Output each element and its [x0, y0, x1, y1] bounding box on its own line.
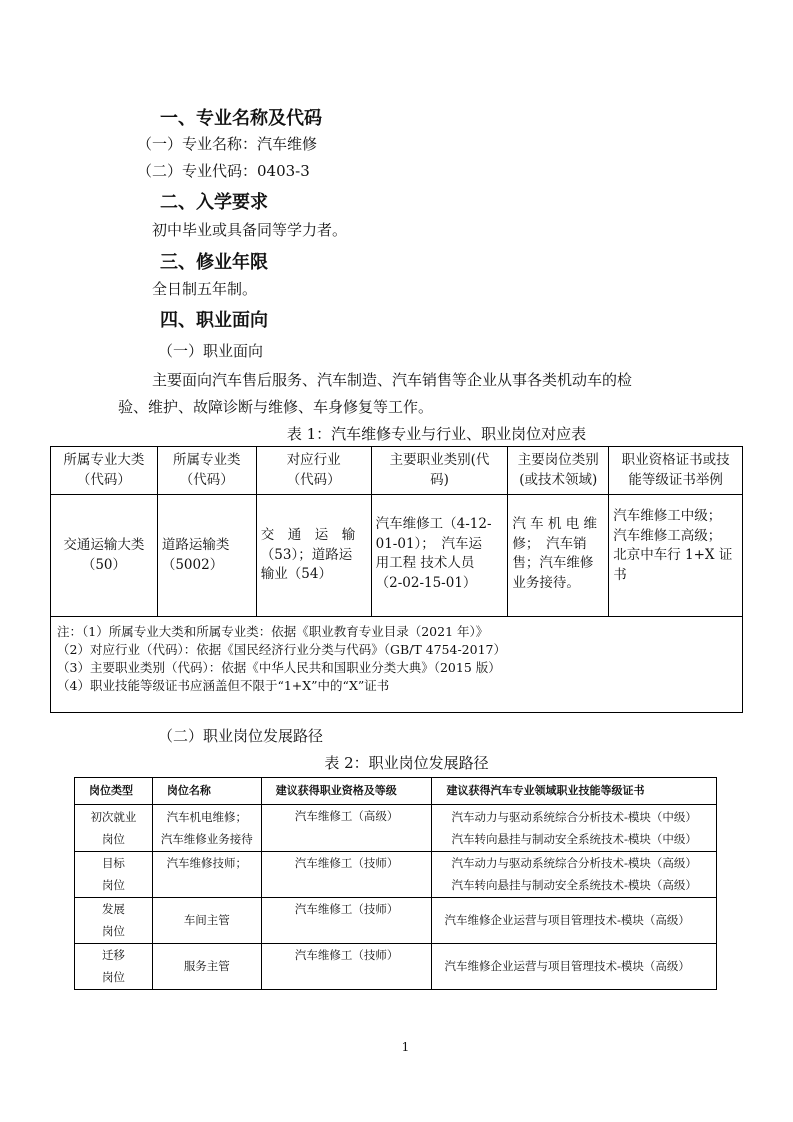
career-subheading: （一）职业面向: [158, 342, 264, 360]
cell-occupation-type: 汽车维修工（4-12- 01-01）； 汽车运 用工程 技术人员 （2-02-15-01）: [371, 495, 508, 617]
header-major-class: 所属专业类 （代码）: [157, 447, 256, 495]
cell-skill-certificate: 汽车维修企业运营与项目管理技术-模块（高级）: [432, 943, 717, 989]
cell-skill-certificate: 汽车动力与驱动系统综合分析技术-模块（中级） 汽车转向悬挂与制动安全系统技术-模块（中级）: [432, 805, 717, 852]
cell-industry: 交 通 运 输 （53）；道路运 输业（54）: [256, 495, 371, 617]
cell-position-type: 目标 岗位: [75, 852, 153, 898]
page-number: 1: [401, 1040, 410, 1054]
cell-qualification: 汽车维修工（技师）: [261, 897, 432, 943]
note-line: （4）职业技能等级证书应涵盖但不限于“1+X”中的“X”证书: [57, 678, 390, 694]
header-skill-certificate: 建议获得汽车专业领域职业技能等级证书: [432, 778, 717, 805]
header-industry: 对应行业 （代码）: [256, 447, 371, 495]
table2-row: [75, 805, 717, 852]
cell-position-type: 初次就业 岗位: [75, 805, 153, 852]
note-line: 注：（1）所属专业大类和所属专业类：依据《职业教育专业目录（2021 年）》: [57, 624, 489, 639]
table1-notes-row: [51, 617, 743, 713]
header-occupation-type: 主要职业类别(代 码): [371, 447, 508, 495]
table1-caption: 表 1：汽车维修专业与行业、职业岗位对应表: [286, 425, 587, 443]
cell-major-category: 交通运输大类 （50）: [51, 495, 158, 617]
table1-header-row: [51, 447, 743, 495]
cell-position-name: 车间主管: [152, 897, 261, 943]
table2-row: [75, 852, 717, 898]
cell-position-name: 服务主管: [152, 943, 261, 989]
cell-position-type: 发展 岗位: [75, 897, 153, 943]
heading-admission: 二、入学要求: [160, 192, 268, 213]
heading-duration: 三、修业年限: [160, 252, 268, 273]
cell-position-name: 汽车维修技师；: [152, 852, 261, 898]
cell-qualification: 汽车维修工（技师）: [261, 943, 432, 989]
occupation-mapping-table: [50, 446, 743, 713]
cell-qualification: 汽车维修工（技师）: [261, 852, 432, 898]
career-text-line-1: 主要面向汽车售后服务、汽车制造、汽车销售等企业从事各类机动车的检: [152, 371, 633, 389]
cell-qualification: 汽车维修工（高级）: [261, 805, 432, 852]
heading-career: 四、职业面向: [160, 310, 268, 331]
admission-text: 初中毕业或具备同等学力者。: [152, 221, 348, 239]
major-code-line: （二）专业代码：0403-3: [137, 162, 310, 180]
header-major-category: 所属专业大类 （代码）: [51, 447, 158, 495]
career-text-line-2: 验、维护、故障诊断与维修、车身修复等工作。: [118, 398, 434, 416]
note-line: （3）主要职业类别（代码）：依据《中华人民共和国职业分类大典》（2015 版）: [57, 660, 501, 676]
note-line: （2）对应行业（代码）：依据《国民经济行业分类与代码》（GB/T 4754-2017）: [57, 642, 506, 658]
cell-skill-certificate: 汽车动力与驱动系统综合分析技术-模块（高级） 汽车转向悬挂与制动安全系统技术-模块（高级）: [432, 852, 717, 898]
header-position-type: 岗位类型: [75, 778, 153, 805]
table2-row: [75, 897, 717, 943]
career-path-subheading: （二）职业岗位发展路径: [158, 727, 324, 745]
cell-skill-certificate: 汽车维修企业运营与项目管理技术-模块（高级）: [432, 897, 717, 943]
table1-notes: [51, 617, 743, 713]
cell-position-type: 迁移 岗位: [75, 943, 153, 989]
duration-text: 全日制五年制。: [152, 280, 258, 298]
table1-row: [51, 495, 743, 617]
cell-position-type: 汽 车 机 电 维 修； 汽车销 售；汽车维修 业务接待。: [508, 495, 609, 617]
cell-certificate: 汽车维修工中级； 汽车维修工高级； 北京中车行 1+X 证 书: [609, 495, 743, 617]
header-certificate: 职业资格证书或技 能等级证书举例: [609, 447, 743, 495]
cell-position-name: 汽车机电维修； 汽车维修业务接待: [152, 805, 261, 852]
header-position-type: 主要岗位类别 (或技术领域): [508, 447, 609, 495]
heading-major-name-code: 一、专业名称及代码: [160, 108, 322, 129]
header-qualification: 建议获得职业资格及等级: [261, 778, 432, 805]
table2-header-row: [75, 778, 717, 805]
table2-row: [75, 943, 717, 989]
table2-caption: 表 2：职业岗位发展路径: [324, 754, 489, 772]
cell-major-class: 道路运输类 （5002）: [157, 495, 256, 617]
header-position-name: 岗位名称: [152, 778, 261, 805]
career-path-table: [74, 777, 717, 990]
major-name-line: （一）专业名称：汽车维修: [137, 135, 318, 153]
